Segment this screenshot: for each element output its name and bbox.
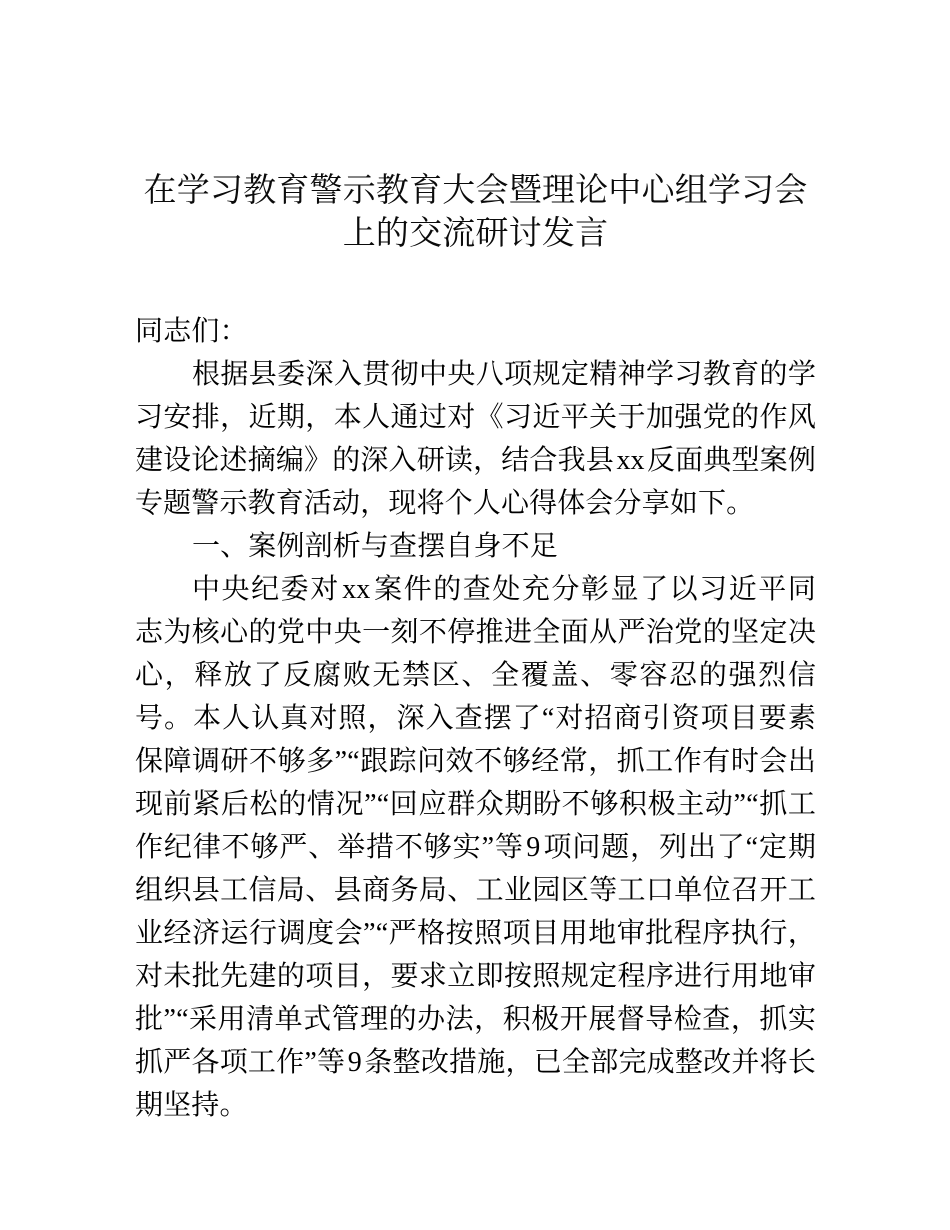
paragraph-intro: 根据县委深入贯彻中央八项规定精神学习教育的学习安排，近期，本人通过对《习近平关于加强党的作风建设论述摘编》的深入研读，结合我县xx反面典型案例专题警示教育活动，现将个人心得体会分享如下。 (135, 359, 816, 519)
latin-run: 9 (526, 832, 541, 863)
latin-run: 9 (347, 1047, 362, 1078)
page-title: 在学习教育警示教育大会暨理论中心组学习会上的交流研讨发言 (143, 171, 808, 251)
paragraph-section-1-body: 中央纪委对xx案件的查处充分彰显了以习近平同志为核心的党中央一刻不停推进全面从严治党的坚定决心，释放了反腐败无禁区、全覆盖、零容忍的强烈信号。本人认真对照，深入查摆了“对招商引资项目要素保障调研不够多”“跟踪问效不够经常，抓工作有时会出现前紧后松的情况”“回应群众期盼不够积极主动”“抓工作纪律不够严、举措不够实”等9项问题，列出了“定期组织县工信局、县商务局、工业园区等工口单位召开工业经济运行调度会”“严格按照项目用地审批程序执行，对未批先建的项目，要求立即按照规定程序进行用地审批”“采用清单式管理的办法，积极开展督导检查，抓实抓严各项工作”等9条整改措施，已全部完成整改并将长期坚持。 (135, 574, 816, 1121)
document-body (135, 0, 816, 1127)
title-spacer (135, 254, 816, 310)
section-heading-1: 一、案例剖析与查摆自身不足 (192, 531, 558, 562)
latin-run: xx (342, 574, 371, 605)
salutation: 同志们： (135, 316, 248, 347)
latin-run: xx (616, 445, 645, 476)
